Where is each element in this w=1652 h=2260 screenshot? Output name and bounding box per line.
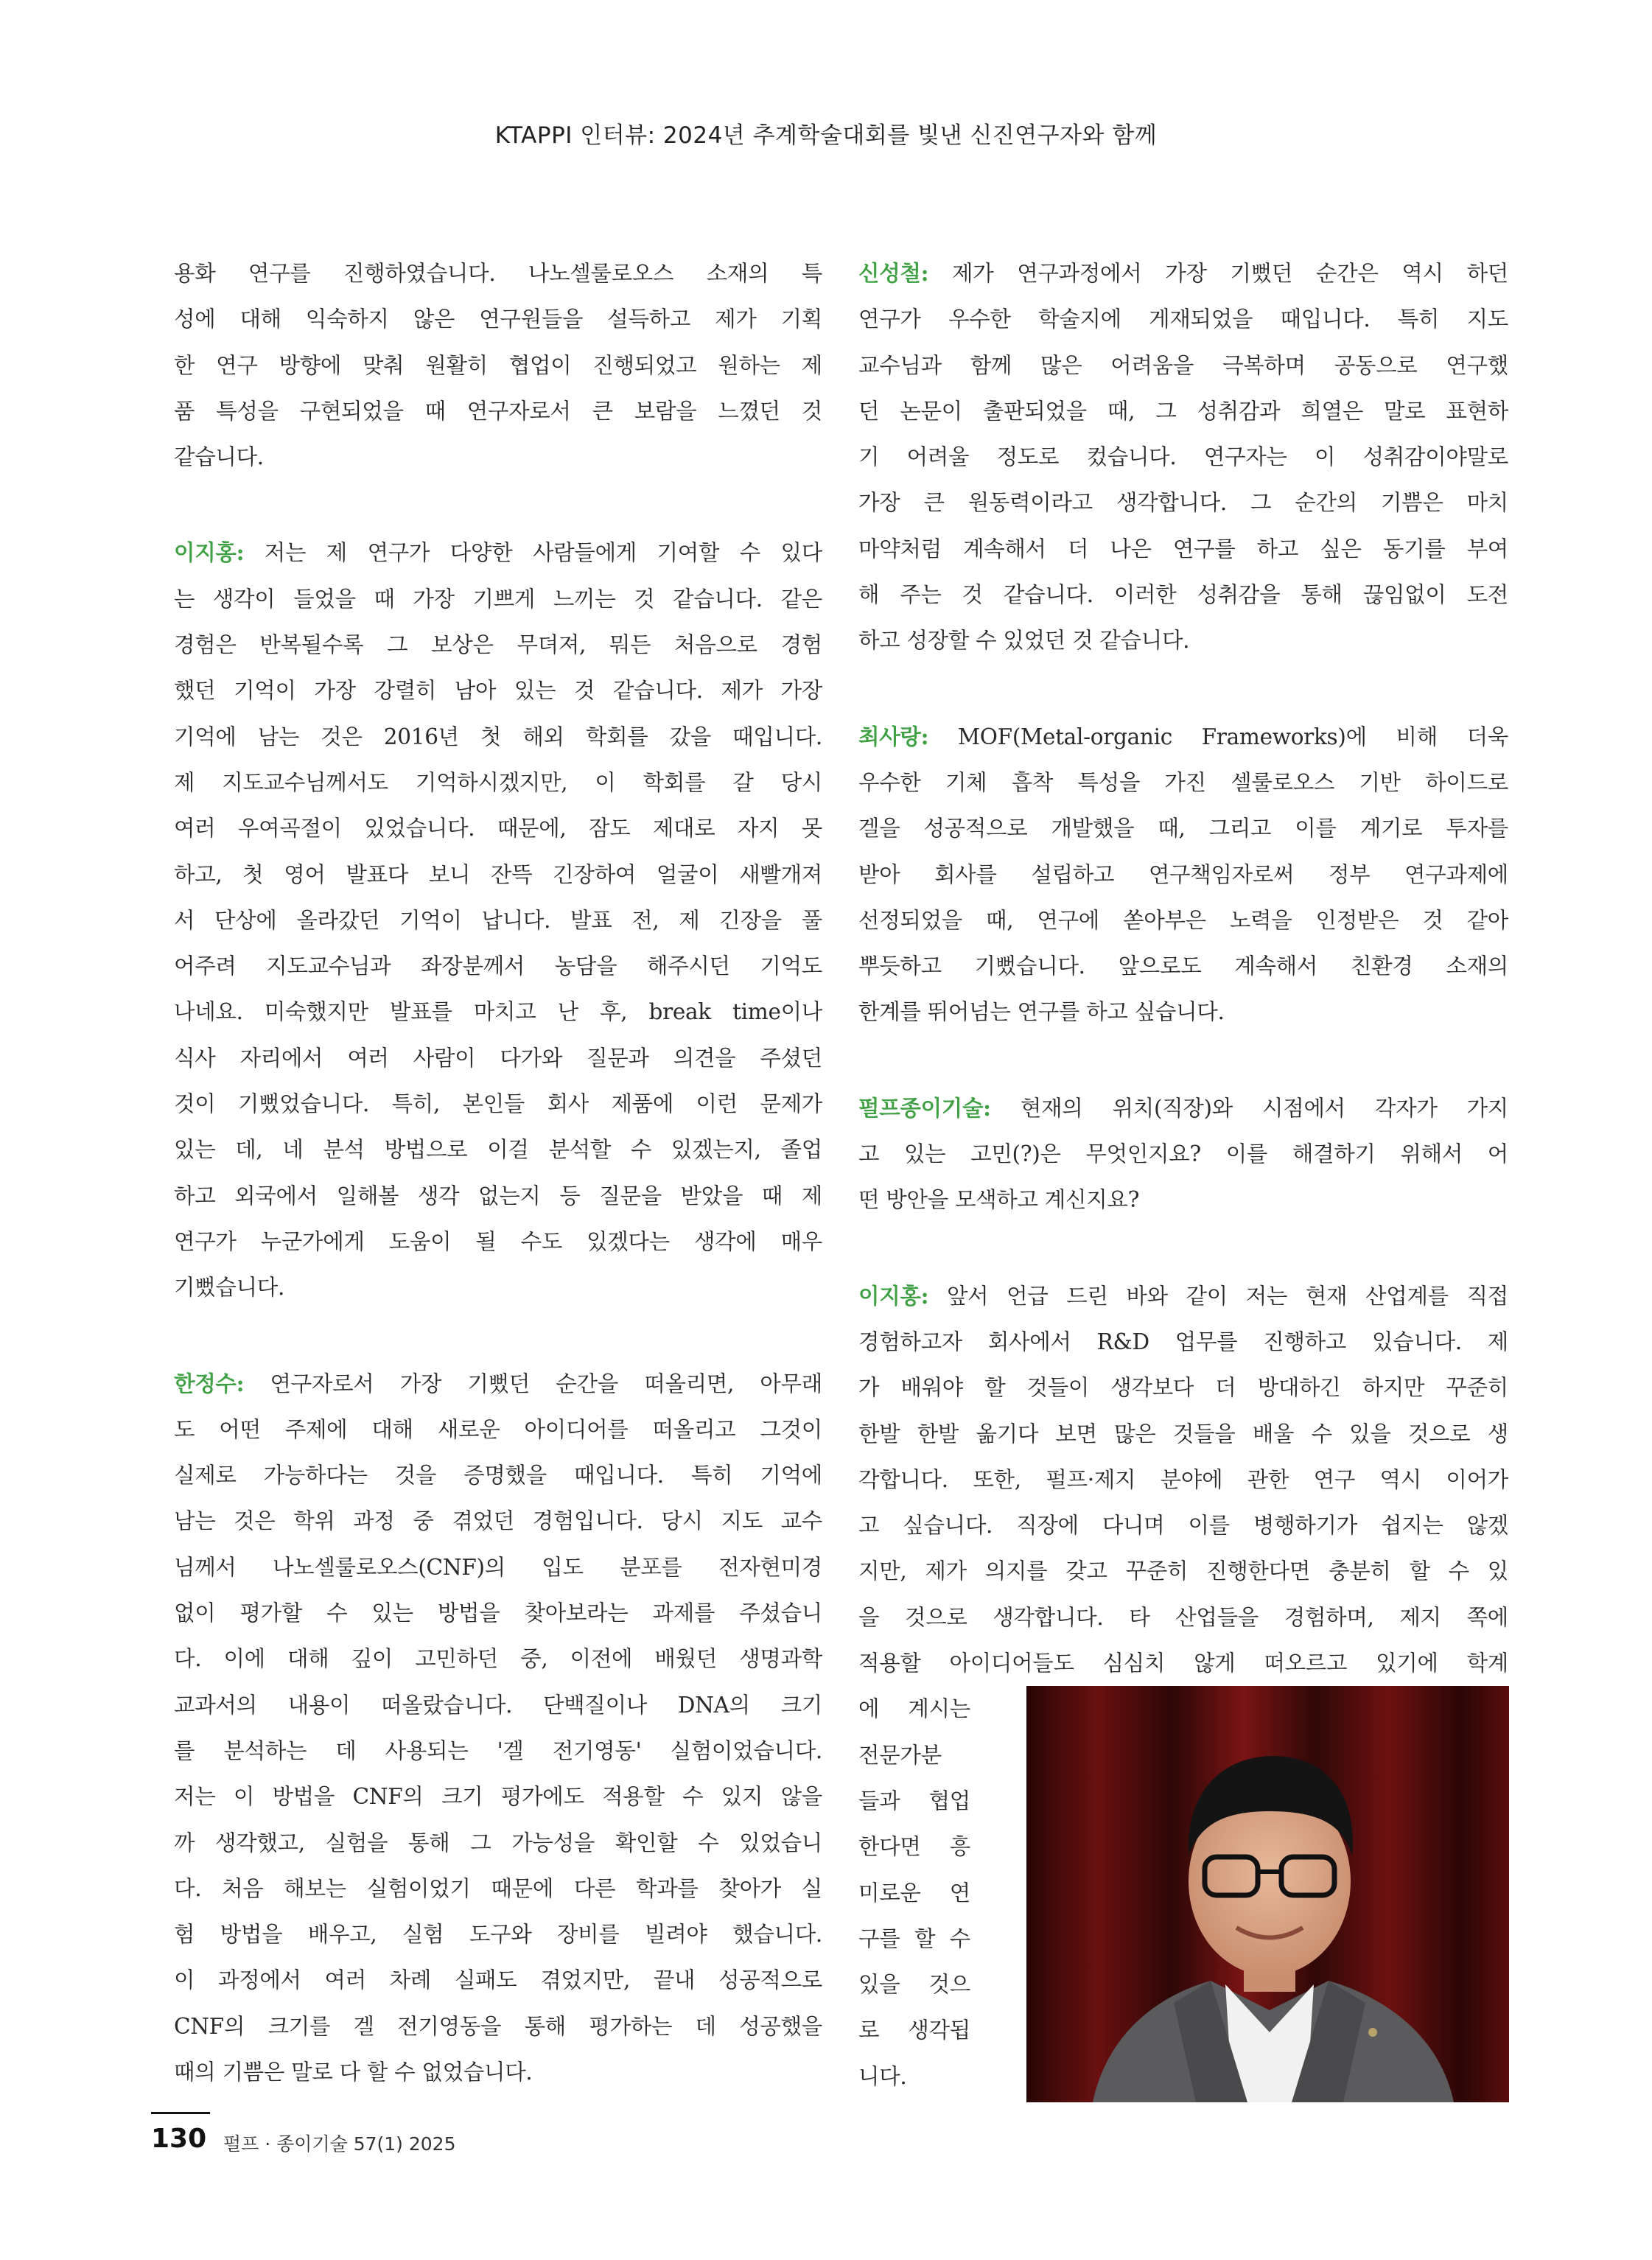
line-text: 까 생각했고, 실험을 통해 그 가능성을 확인할 수 있었습니 [174,1830,822,1855]
text-line [174,1219,822,1264]
text-line [858,760,1508,805]
line-text: 있는 데, 네 분석 방법으로 이걸 분석할 수 있겠는지, 졸업 [174,1137,822,1163]
text-line [174,1820,822,1866]
line-text: 기 어려울 정도로 컸습니다. 연구자는 이 성취감이야말로 [858,444,1508,470]
line-text: 여러 우여곡절이 있었습니다. 때문에, 잠도 제대로 자지 못 [174,816,822,842]
text-line [174,622,822,668]
line-text: 경험은 반복될수록 그 보상은 무뎌져, 뭐든 처음으로 경험 [174,632,822,658]
text-line [858,1411,1508,1457]
line-text: 교과서의 내용이 떠올랐습니다. 단백질이나 DNA의 크기 [174,1692,822,1718]
text-line [858,1131,1508,1177]
text-line [858,343,1508,388]
line-text: 각합니다. 또한, 펄프·제지 분야에 관한 연구 역시 이어가 [858,1466,1508,1492]
text-line [858,1778,970,1824]
line-text: 제 지도교수님께서도 기억하시겠지만, 이 학회를 갈 당시 [174,769,822,795]
paragraph-left-3 [174,1361,822,2096]
line-text: 남는 것은 학위 과정 중 겪었던 경험입니다. 당시 지도 교수 [174,1508,822,1534]
line-text: 한발 한발 옮기다 보면 많은 것들을 배울 수 있을 것으로 생 [858,1421,1508,1446]
line-text: 기억에 남는 것은 2016년 첫 해외 학회를 갔을 때입니다. [174,724,822,749]
paragraph-right-2 [858,714,1508,1035]
text-line [174,1081,822,1127]
text-line [858,714,1508,760]
paragraph-right-3 [858,1085,1508,1223]
text-line [858,1870,970,1916]
text-line [858,388,1508,434]
line-text: 지만, 제가 의지를 갖고 꾸준히 진행한다면 충분히 할 수 있 [858,1558,1508,1584]
text-line [858,1962,970,2007]
line-text: 서 단상에 올라갔던 기억이 납니다. 발표 전, 제 긴장을 풀 [174,907,822,933]
line-text: 고 싶습니다. 직장에 다니며 이를 병행하기가 쉽지는 않겠 [858,1513,1508,1539]
line-text: 우수한 기체 흡착 특성을 가진 셀룰로오스 기반 하이드로 [858,769,1508,795]
line-text: 했던 기억이 가장 강렬히 남아 있는 것 같습니다. 제가 가장 [174,678,822,704]
text-line [858,1502,1508,1548]
text-line [174,296,822,342]
text-line [174,898,822,943]
line-text: 품 특성을 구현되었을 때 연구자로서 큰 보람을 느꼈던 것 [174,398,822,424]
text-line [858,1177,1508,1222]
text-line [174,1127,822,1172]
line-text: 기뻤습니다. [174,1275,285,1301]
text-line [174,805,822,851]
line-text: 이 과정에서 여러 차례 실패도 겪었지만, 끝내 성공적으로 [174,1967,822,1993]
text-line [174,2004,822,2049]
text-line [174,1590,822,1636]
page-number: 130 [151,2124,207,2154]
line-text: 경험하고자 회사에서 R&D 업무를 진행하고 있습니다. 제 [858,1329,1508,1354]
text-line [858,526,1508,572]
text-line [858,572,1508,618]
text-line [174,434,822,480]
text-line [174,343,822,388]
text-line [858,251,1508,296]
text-line [858,296,1508,342]
line-text: 가 배워야 할 것들이 생각보다 더 방대하긴 하지만 꾸준히 [858,1375,1508,1401]
text-line [858,943,1508,989]
text-line [174,1957,822,2003]
speaker-name: 최사랑: [858,723,929,749]
text-line [858,480,1508,525]
text-line [858,1457,1508,1502]
line-text: 앞서 언급 드린 바와 같이 저는 현재 산업계를 직접 [928,1283,1508,1309]
line-text: 연구가 우수한 학술지에 게재되었을 때입니다. 특히 지도 [858,307,1508,332]
text-line [174,1866,822,1911]
paragraph-left-2 [174,530,822,1310]
line-text: 해 주는 것 같습니다. 이러한 성취감을 통해 끊임없이 도전 [858,582,1508,608]
line-text: 적용할 아이디어들도 심심치 않게 떠오르고 있기에 학계 [858,1651,1508,1676]
line-text: 구를 할 수 [858,1925,970,1951]
line-text: 로 생각됩 [858,2018,970,2043]
line-text: 현재의 위치(직장)와 시점에서 각자가 가지 [990,1095,1508,1121]
line-text: CNF의 크기를 겔 전기영동을 통해 평가하는 데 성공했을 [174,2013,822,2039]
line-text: 에 계시는 [858,1696,970,1722]
text-line [858,1273,1508,1319]
line-text: 저는 제 연구가 다양한 사람들에게 기여할 수 있다 [244,540,822,566]
right-column [858,251,1508,2089]
paragraph-left-1 [174,251,822,480]
text-line [174,668,822,713]
line-text: 하고 성장할 수 있었던 것 같습니다. [858,628,1190,654]
line-text: 뿌듯하고 기뻤습니다. 앞으로도 계속해서 친환경 소재의 [858,954,1508,979]
line-text: 연구가 누군가에게 도움이 될 수도 있겠다는 생각에 매우 [174,1228,822,1254]
text-line [858,898,1508,943]
text-line [858,2054,970,2099]
text-line [174,1173,822,1219]
text-line [174,251,822,296]
line-text: 들과 협업 [858,1788,970,1813]
text-line [858,618,1508,663]
line-text: 나네요. 미숙했지만 발표를 마치고 난 후, break time이나 [174,999,822,1025]
line-text: 던 논문이 출판되었을 때, 그 성취감과 희열은 말로 표현하 [858,398,1508,424]
text-line [174,2049,822,2095]
journal-citation: 펄프 · 종이기술 57(1) 2025 [223,2133,456,2155]
text-line [858,434,1508,480]
line-text: 선정되었을 때, 연구에 쏟아부은 노력을 인정받은 것 같아 [858,907,1508,933]
line-text: 식사 자리에서 여러 사람이 다가와 질문과 의견을 주셨던 [174,1045,822,1071]
text-line [858,1595,1508,1640]
line-text: 마약처럼 계속해서 더 나은 연구를 하고 싶은 동기를 부여 [858,536,1508,561]
line-text: 교수님과 함께 많은 어려움을 극복하며 공동으로 연구했 [858,352,1508,378]
line-text: 다. 처음 해보는 실험이었기 때문에 다른 학과를 찾아가 실 [174,1875,822,1901]
text-line [858,1686,970,1732]
line-text: 가장 큰 원동력이라고 생각합니다. 그 순간의 기쁨은 마치 [858,490,1508,516]
line-text: 같습니다. [174,444,264,470]
line-text: 제가 연구과정에서 가장 기뻤던 순간은 역시 하던 [928,261,1508,286]
text-line [174,1498,822,1544]
text-line [858,805,1508,851]
line-text: 전문가분 [858,1742,942,1768]
text-line [174,1774,822,1819]
line-text: 받아 회사를 설립하고 연구책임자로써 정부 연구과제에 [858,861,1508,887]
line-text: 하고 외국에서 일해볼 생각 없는지 등 질문을 받았을 때 제 [174,1183,822,1208]
line-text: 니다. [858,2063,907,2089]
text-line [174,714,822,760]
text-line [174,1035,822,1081]
text-line [174,1636,822,1682]
left-column [174,251,822,2145]
text-line [174,989,822,1035]
text-line [174,388,822,434]
text-line [174,1407,822,1452]
text-line [858,1319,1508,1365]
text-line [174,760,822,805]
footer-rule [151,2112,210,2114]
portrait-photo [1026,1686,1509,2102]
running-header: KTAPPI 인터뷰: 2024년 추계학술대회를 빛낸 신진연구자와 함께 [494,122,1158,149]
line-text: 성에 대해 익숙하지 않은 연구원들을 설득하고 제가 기획 [174,307,822,332]
line-text: 용화 연구를 진행하였습니다. 나노셀룰로오스 소재의 특 [174,261,822,286]
line-text: 험 방법을 배우고, 실험 도구와 장비를 빌려야 했습니다. [174,1922,822,1948]
text-line [174,1452,822,1498]
line-text: 없이 평가할 수 있는 방법을 찾아보라는 과제를 주셨습니 [174,1600,822,1626]
speaker-name: 이지홍: [174,539,245,566]
text-line [174,1728,822,1774]
text-line [858,1916,970,1962]
line-text: 다. 이에 대해 깊이 고민하던 중, 이전에 배웠던 생명과학 [174,1646,822,1672]
line-text: 를 분석하는 데 사용되는 '겔 전기영동' 실험이었습니다. [174,1738,822,1763]
text-line [858,1365,1508,1410]
paragraph-right-1 [858,251,1508,664]
text-line [858,1085,1508,1131]
line-text: 떤 방안을 모색하고 계신지요? [858,1187,1140,1213]
text-line [858,852,1508,898]
speaker-name: 한정수: [174,1370,245,1396]
text-line [174,943,822,989]
text-line [174,530,822,576]
text-line [174,1361,822,1407]
text-line [858,2007,970,2053]
line-text: 실제로 가능하다는 것을 증명했을 때입니다. 특히 기억에 [174,1463,822,1488]
speaker-name: 이지홍: [858,1282,929,1309]
text-line [858,1548,1508,1594]
line-text: 것이 기뻤었습니다. 특히, 본인들 회사 제품에 이런 문제가 [174,1091,822,1117]
line-text: 어주려 지도교수님과 좌장분께서 농담을 해주시던 기억도 [174,954,822,979]
line-text: MOF(Metal-organic Frameworks)에 비해 더욱 [928,724,1508,749]
text-line [174,1682,822,1728]
line-text: 님께서 나노셀룰로오스(CNF)의 입도 분포를 전자현미경 [174,1554,822,1580]
speaker-name: 펄프종이기술: [858,1094,991,1121]
text-line [174,1544,822,1590]
text-line [174,1911,822,1957]
text-line [858,1640,1508,1686]
line-text: 도 어떤 주제에 대해 새로운 아이디어를 떠올리고 그것이 [174,1416,822,1442]
line-text: 연구자로서 가장 기뻤던 순간을 떠올리면, 아무래 [244,1371,822,1396]
line-text: 있을 것으 [858,1972,970,1998]
paragraph-right-4 [858,1273,1508,1687]
line-text: 을 것으로 생각합니다. 타 산업들을 경험하며, 제지 쪽에 [858,1604,1508,1630]
text-line [858,989,1508,1035]
line-text: 하고, 첫 영어 발표다 보니 잔뜩 긴장하여 얼굴이 새빨개져 [174,861,822,887]
text-line [174,1264,822,1310]
line-text: 한 연구 방향에 맞춰 원활히 협업이 진행되었고 원하는 제 [174,352,822,378]
line-text: 저는 이 방법을 CNF의 크기 평가에도 적용할 수 있지 않을 [174,1784,822,1810]
text-line [858,1824,970,1869]
line-text: 때의 기쁨은 말로 다 할 수 없었습니다. [174,2059,533,2085]
line-text: 는 생각이 들었을 때 가장 기쁘게 느끼는 것 같습니다. 같은 [174,586,822,612]
text-line [858,1732,970,1778]
line-text: 고 있는 고민(?)은 무엇인지요? 이를 해결하기 위해서 어 [858,1141,1508,1167]
line-text: 겔을 성공적으로 개발했을 때, 그리고 이를 계기로 투자를 [858,816,1508,842]
text-line [174,576,822,622]
line-text: 한다면 흥 [858,1834,970,1860]
speaker-name: 신성철: [858,260,929,286]
portrait-illustration [1026,1686,1509,2102]
line-text: 한계를 뛰어넘는 연구를 하고 싶습니다. [858,999,1225,1025]
line-text: 미로운 연 [858,1880,970,1906]
text-line [174,852,822,898]
